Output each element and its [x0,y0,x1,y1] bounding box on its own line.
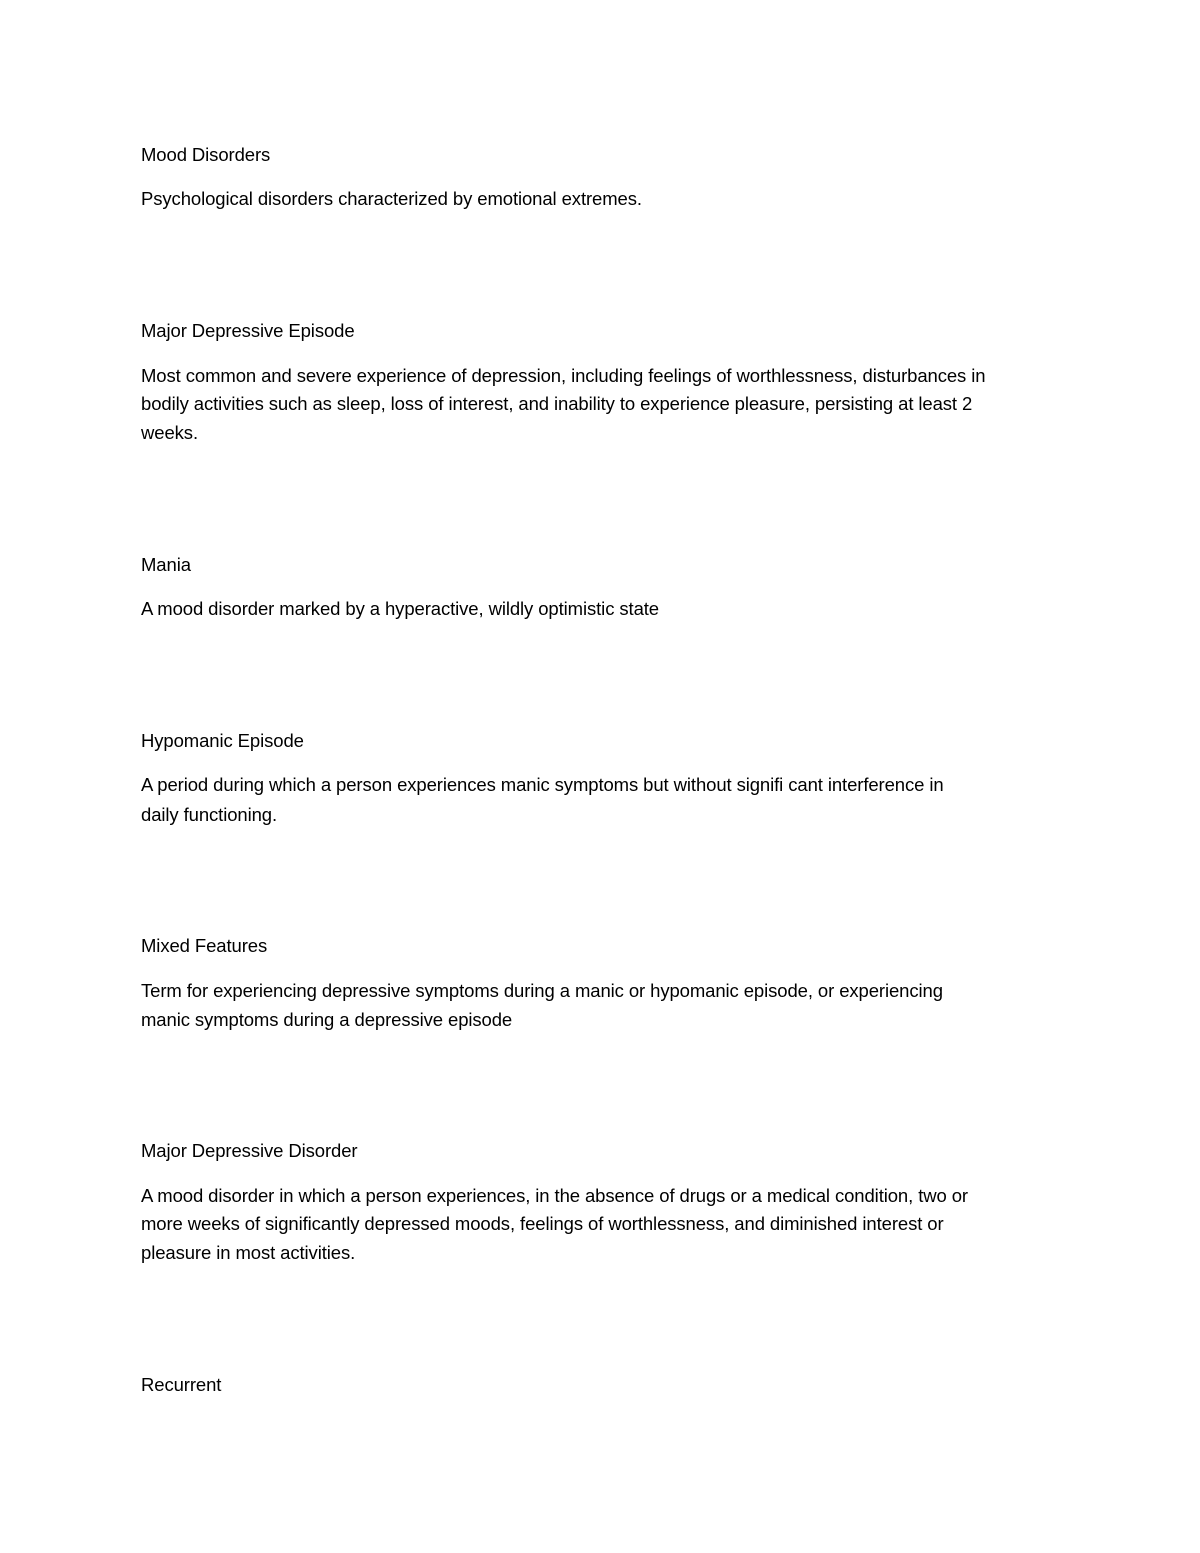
definition-line: weeks. [141,422,198,443]
term-heading: Recurrent [141,1374,222,1395]
definition-line: A mood disorder marked by a hyperactive, wildly optimistic state [141,598,659,619]
term-heading: Mania [141,554,191,575]
term-heading: Major Depressive Episode [141,320,355,341]
term-heading: Mixed Features [141,935,268,956]
definition-line: bodily activities such as sleep, loss of interest, and inability to experience pleasure, persisting at least 2 [141,393,973,414]
term-heading: Major Depressive Disorder [141,1140,358,1161]
definition-line: pleasure in most activities. [141,1242,356,1263]
term-heading: Mood Disorders [141,144,271,165]
definition-line: Most common and severe experience of depression, including feelings of worthlessness, disturbances in [141,365,986,386]
definition-line: daily functioning. [141,804,278,825]
definition-line: more weeks of significantly depressed moods, feelings of worthlessness, and diminished interest or [141,1213,944,1234]
definition-line: Psychological disorders characterized by emotional extremes. [141,188,642,209]
definition-line: Term for experiencing depressive symptoms during a manic or hypomanic episode, or experiencing [141,980,943,1001]
definition-line: manic symptoms during a depressive episode [141,1009,513,1030]
definition-line: A mood disorder in which a person experiences, in the absence of drugs or a medical condition, two or [141,1185,968,1206]
definition-line: A period during which a person experiences manic symptoms but without signifi cant interference in [141,774,944,795]
term-heading: Hypomanic Episode [141,730,304,751]
